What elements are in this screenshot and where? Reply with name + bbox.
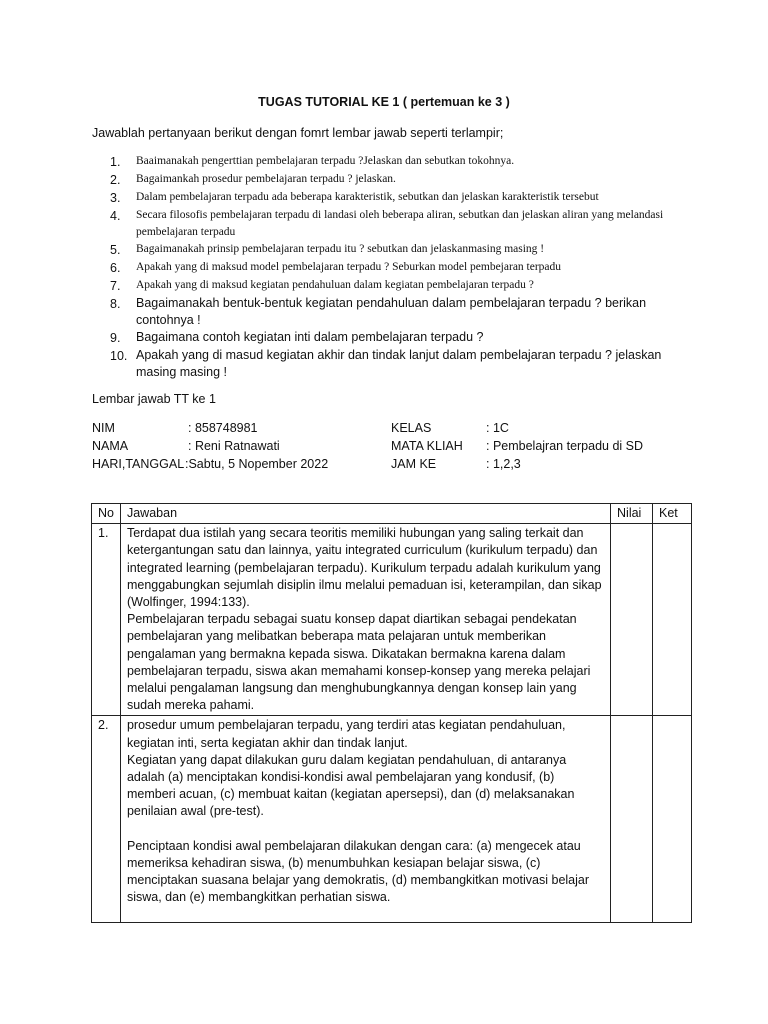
paragraph-spacer: [127, 821, 604, 838]
row-number: 1.: [92, 524, 121, 716]
nama-value: : Reni Ratnawati: [188, 439, 280, 453]
nilai-cell: [611, 716, 653, 923]
answer-paragraph: Penciptaan kondisi awal pembelajaran dilakukan dengan cara: (a) mengecek atau memeriksa kehadiran siswa, (b) menumbuhkan kesiapan belajar siswa, (c) menciptakan suasana belajar yang demokratis, (d) membangkitkan motivasi belajar siswa, dan (e) membangkitkan perhatian siswa.: [126, 838, 593, 905]
jam-ke-label: JAM KE: [391, 457, 437, 471]
list-item: [110, 295, 670, 329]
question-number: 4.: [110, 209, 121, 223]
header-no: No: [92, 504, 121, 524]
question-text: Bagaimankah prosedur pembelajaran terpadu ? jelaskan.: [136, 173, 396, 185]
list-item: [110, 277, 670, 295]
answer-sheet-heading: Lembar jawab TT ke 1: [92, 392, 216, 406]
question-number: 6.: [110, 261, 121, 275]
ket-cell: [653, 524, 692, 716]
table-row: [92, 524, 692, 716]
question-number: 10.: [110, 349, 128, 363]
header-jawaban: Jawaban: [120, 504, 610, 524]
question-text: Baaimanakah pengerttian pembelajaran terpadu ?Jelaskan dan sebutkan tokohnya.: [136, 155, 515, 167]
answer-paragraph: Kegiatan yang dapat dilakukan guru dalam kegiatan pendahuluan, di antaranya adalah (a) menciptakan kondisi-kondisi awal pembelajaran yang kondusif, (b) memberi acuan, (c) membuat kaitan (kegiatan apersepsi), dan (d) melaksanakan penilaian awal (pre-test).: [126, 752, 578, 819]
list-item: [110, 171, 670, 189]
list-item: [110, 153, 670, 171]
question-text: Apakah yang di maksud kegiatan pendahuluan dalam kegiatan pembelajaran terpadu ?: [136, 279, 534, 291]
question-text: Bagaimanakah bentuk-bentuk kegiatan pendahuluan dalam pembelajaran terpadu ? berikan contohnya !: [136, 296, 647, 327]
nim-value: : 858748981: [188, 421, 258, 435]
table-row: [92, 716, 692, 923]
list-item: [110, 259, 670, 277]
question-number: 8.: [110, 297, 121, 311]
list-item: [110, 347, 670, 381]
mata-kuliah-label: MATA KLIAH: [391, 439, 463, 453]
nim-label: NIM: [92, 421, 115, 435]
question-text: Apakah yang di maksud model pembelajaran terpadu ? Seburkan model pembejaran terpadu: [136, 261, 562, 273]
answer-paragraph: Terdapat dua istilah yang secara teoritis memiliki hubungan yang saling terkait dan ketergantungan satu dan lainnya, yaitu integrated curriculum (kurikulum terpadu) dan integrated learning (pembelajaran terpadu). Kurikulum terpadu adalah kurikulum yang menggabungkan sejumlah disiplin ilmu melalui pemaduan isi, keterampilan, dan sikap (Wolfinger, 1994:133).: [126, 526, 606, 610]
question-number: 7.: [110, 279, 121, 293]
question-number: 9.: [110, 331, 121, 345]
kelas-label: KELAS: [391, 421, 432, 435]
answer-paragraph: Pembelajaran terpadu sebagai suatu konsep dapat diartikan sebagai pendekatan pembelajaran yang melibatkan beberapa mata pelajaran untuk memberikan pengalaman yang bermakna kepada siswa. Dikatakan bermakna karena dalam pembelajaran terpadu, siswa akan memahami konsep-konsep yang mereka pelajari melalui pengalaman langsung dan menghubungkannya dengan konsep lain yang sudah mereka pahami.: [126, 612, 594, 713]
info-row: [92, 457, 692, 475]
question-text: Bagaimanakah prinsip pembelajaran terpadu itu ? sebutkan dan jelaskanmasing masing !: [136, 243, 545, 255]
student-info: [92, 421, 692, 475]
list-item: [110, 329, 670, 347]
hari-tanggal-label: HARI,TANGGAL: [92, 457, 185, 471]
hari-tanggal-value: :Sabtu, 5 Nopember 2022: [185, 457, 329, 471]
question-list: [110, 153, 670, 381]
mata-kuliah-value: : Pembelajran terpadu di SD: [486, 439, 644, 453]
answer-paragraph: prosedur umum pembelajaran terpadu, yang terdiri atas kegiatan pendahuluan, kegiatan inti, serta kegiatan akhir dan tindak lanjut.: [126, 718, 569, 750]
table-header-row: [92, 504, 692, 524]
info-row: [92, 439, 692, 457]
question-text: Bagaimana contoh kegiatan inti dalam pembelajaran terpadu ?: [136, 330, 484, 344]
answer-cell: [120, 524, 610, 716]
answer-cell: [120, 716, 610, 923]
ket-cell: [653, 716, 692, 923]
question-number: 2.: [110, 173, 121, 187]
question-text: Dalam pembelajaran terpadu ada beberapa karakteristik, sebutkan dan jelaskan karakteristik tersebut: [136, 191, 599, 203]
info-row: [92, 421, 692, 439]
nilai-cell: [611, 524, 653, 716]
list-item: [110, 241, 670, 259]
instruction-text: Jawablah pertanyaan berikut dengan fomrt lembar jawab seperti terlampir;: [92, 126, 504, 140]
row-number: 2.: [92, 716, 121, 923]
jam-ke-value: : 1,2,3: [486, 457, 521, 471]
header-nilai: Nilai: [611, 504, 653, 524]
question-number: 3.: [110, 191, 121, 205]
kelas-value: : 1C: [486, 421, 509, 435]
header-ket: Ket: [653, 504, 692, 524]
list-item: [110, 189, 670, 207]
nama-label: NAMA: [92, 439, 129, 453]
question-number: 5.: [110, 243, 121, 257]
document-title: TUGAS TUTORIAL KE 1 ( pertemuan ke 3 ): [258, 95, 510, 109]
answer-table: [91, 503, 692, 923]
question-text: Secara filosofis pembelajaran terpadu di landasi oleh beberapa aliran, sebutkan dan jelaskan aliran yang melandasi pembelajaran terpadu: [136, 209, 664, 238]
question-number: 1.: [110, 155, 121, 169]
list-item: [110, 207, 670, 241]
question-text: Apakah yang di masud kegiatan akhir dan tindak lanjut dalam pembelajaran terpadu ? jelaskan masing masing !: [136, 348, 662, 379]
